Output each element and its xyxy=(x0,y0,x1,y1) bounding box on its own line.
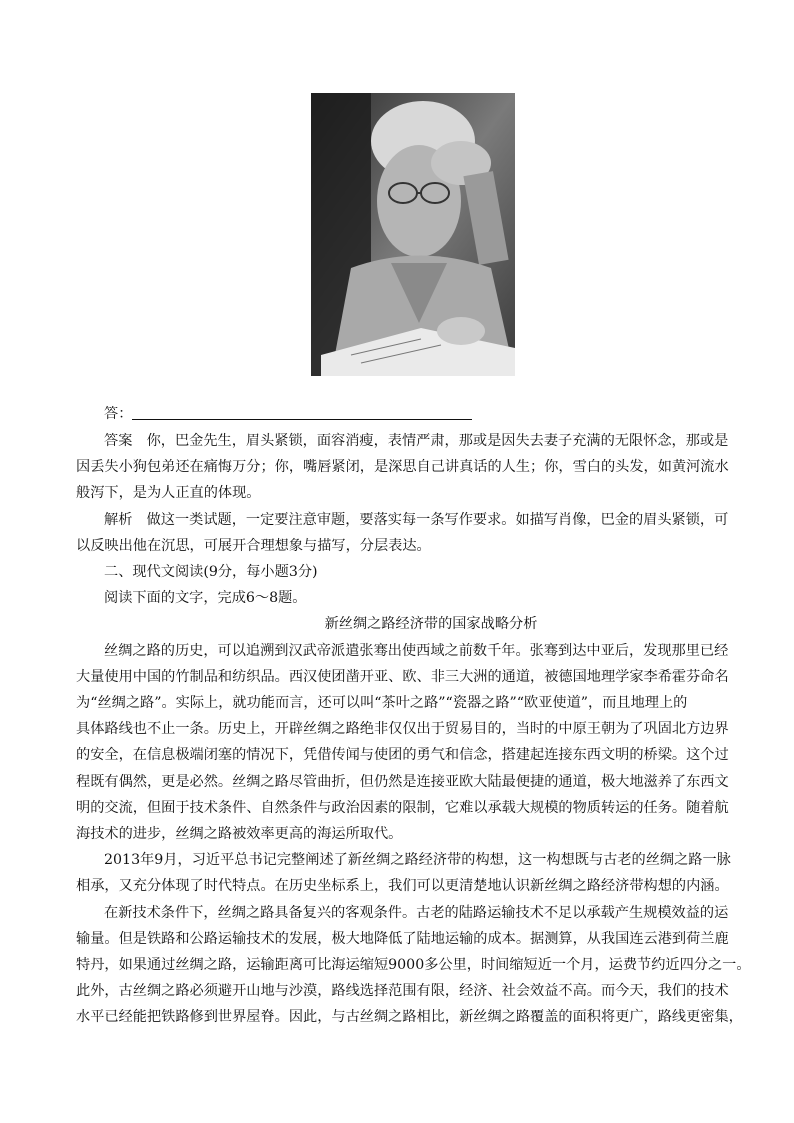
article-line-6: 程既有偶然，更是必然。丝绸之路尽管曲折，但仍然是连接亚欧大陆最便捷的通道，极大地滋养了东西文 xyxy=(76,773,729,790)
section-heading: 二、现代文阅读(9分，每小题3分) xyxy=(104,564,318,581)
article-line-1: 丝绸之路的历史，可以追溯到汉武帝派遣张骞出使西域之前数千年。张骞到达中亚后，发现那里已经 xyxy=(104,642,729,659)
article-line-10: 相承，又充分体现了时代特点。在历史坐标系上，我们可以更清楚地认识新丝绸之路经济带构想的内涵。 xyxy=(76,878,729,895)
answer-line-1: 答案 你，巴金先生，眉头紧锁，面容消瘦，表情严肃，那或是因失去妻子充满的无限怀念，那或是 xyxy=(104,433,729,449)
article-line-14: 此外，古丝绸之路必须避开山地与沙漠，路线选择范围有限，经济、社会效益不高。而今天，我们的技术 xyxy=(76,983,729,1000)
article-line-12: 输量。但是铁路和公路运输技术的发展，极大地降低了陆地运输的成本。据测算，从我国连云港到荷兰鹿 xyxy=(76,930,729,947)
article-line-4: 具体路线也不止一条。历史上，开辟丝绸之路绝非仅仅出于贸易目的，当时的中原王朝为了巩固北方边界 xyxy=(76,721,729,738)
answer-prompt: 答： xyxy=(104,406,133,422)
article-line-15: 水平已经能把铁路修到世界屋脊。因此，与古丝绸之路相比，新丝绸之路覆盖的面积将更广，路线更密集， xyxy=(76,1009,743,1026)
analysis-line-1: 解析 做这一类试题，一定要注意审题，要落实每一条写作要求。如描写肖像，巴金的眉头紧锁，可 xyxy=(104,511,729,528)
article-line-9: 2013年9月，习近平总书记完整阐述了新丝绸之路经济带的构想，这一构想既与古老的丝绸之路一脉 xyxy=(104,852,731,869)
article-line-5: 的安全，在信息极端闭塞的情况下，凭借传闻与使团的勇气和信念，搭建起连接东西文明的桥梁。这个过 xyxy=(76,747,729,764)
portrait-photo xyxy=(311,93,515,376)
article-line-2: 大量使用中国的竹制品和纺织品。西汉使团凿开亚、欧、非三大洲的通道，被德国地理学家李希霍芬命名 xyxy=(76,668,729,685)
article-title: 新丝绸之路经济带的国家战略分析 xyxy=(324,616,538,633)
portrait-photo-icon xyxy=(311,93,515,376)
reading-instruction: 阅读下面的文字，完成6～8题。 xyxy=(104,590,307,607)
article-line-3: 为“丝绸之路”。实际上，就功能而言，还可以叫“茶叶之路”“瓷器之路”“欧亚使道”，而且地理上的 xyxy=(76,695,688,712)
answer-section xyxy=(76,428,751,1031)
answer-blank-line[interactable] xyxy=(132,419,472,420)
article-line-13: 特丹，如果通过丝绸之路，运输距离可比海运缩短9000多公里，时间缩短近一个月，运费节约近四分之一。 xyxy=(76,957,751,974)
article-line-8: 海技术的进步，丝绸之路被效率更高的海运所取代。 xyxy=(76,826,403,843)
answer-line-2: 因丢失小狗包弟还在痛悔万分；你，嘴唇紧闭，是深思自己讲真话的人生；你，雪白的头发，如黄河流水 xyxy=(76,459,729,476)
answer-line-3: 般泻下，是为人正直的体现。 xyxy=(76,485,261,502)
article-line-7: 明的交流，但囿于技术条件、自然条件与政治因素的限制，它难以承载大规模的物质转运的任务。随着航 xyxy=(76,799,729,816)
analysis-line-2: 以反映出他在沉思，可展开合理想象与描写，分层表达。 xyxy=(76,537,431,554)
article-line-11: 在新技术条件下，丝绸之路具备复兴的客观条件。古老的陆路运输技术不足以承载产生规模效益的运 xyxy=(104,904,729,921)
